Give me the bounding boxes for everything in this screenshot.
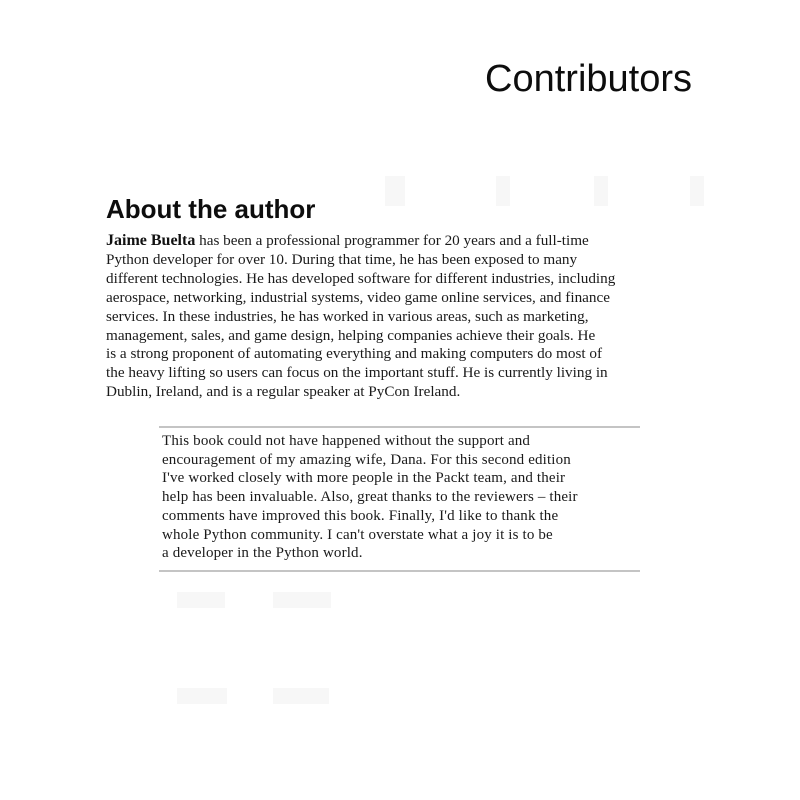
chapter-title: Contributors bbox=[485, 58, 692, 100]
bio-line: different technologies. He has developed software for different industries, including bbox=[106, 269, 616, 287]
acknowledgement-line: whole Python community. I can't overstate what a joy it is to be bbox=[162, 526, 553, 543]
acknowledgement-line: encouragement of my amazing wife, Dana. For this second edition bbox=[162, 451, 571, 468]
scan-ghost bbox=[177, 592, 225, 608]
acknowledgement-line: a developer in the Python world. bbox=[162, 545, 363, 562]
bio-line: aerospace, networking, industrial systems, video game online services, and finance bbox=[106, 288, 610, 306]
scan-ghost bbox=[594, 176, 608, 206]
acknowledgement-bottom-rule bbox=[159, 570, 640, 572]
bio-line: Jaime Buelta has been a professional programmer for 20 years and a full-time bbox=[106, 232, 589, 249]
scan-ghost bbox=[385, 176, 405, 206]
bio-line: management, sales, and game design, helping companies achieve their goals. He bbox=[106, 326, 596, 344]
scan-ghost bbox=[690, 176, 704, 206]
bio-line: services. In these industries, he has worked in various areas, such as marketing, bbox=[106, 307, 589, 325]
scan-ghost bbox=[177, 688, 227, 704]
acknowledgement-line: comments have improved this book. Finally, I'd like to thank the bbox=[162, 507, 559, 524]
scan-ghost bbox=[273, 688, 329, 704]
scan-ghost bbox=[496, 176, 510, 206]
acknowledgement-line: I've worked closely with more people in the Packt team, and their bbox=[162, 470, 566, 487]
author-name: Jaime Buelta bbox=[106, 232, 196, 249]
scan-ghost bbox=[273, 592, 331, 608]
bio-line: the heavy lifting so users can focus on the important stuff. He is currently living in bbox=[106, 364, 608, 382]
author-bio bbox=[106, 232, 706, 402]
acknowledgement-block bbox=[162, 432, 642, 563]
section-heading: About the author bbox=[106, 194, 316, 224]
acknowledgement-line: help has been invaluable. Also, great thanks to the reviewers – their bbox=[162, 489, 578, 506]
acknowledgement-top-rule bbox=[159, 426, 640, 428]
acknowledgement-line: This book could not have happened without the support and bbox=[162, 433, 531, 449]
bio-line: is a strong proponent of automating everything and making computers do most of bbox=[106, 345, 603, 363]
bio-line: Python developer for over 10. During that time, he has been exposed to many bbox=[106, 250, 578, 268]
bio-line: Dublin, Ireland, and is a regular speaker at PyCon Ireland. bbox=[106, 383, 461, 401]
